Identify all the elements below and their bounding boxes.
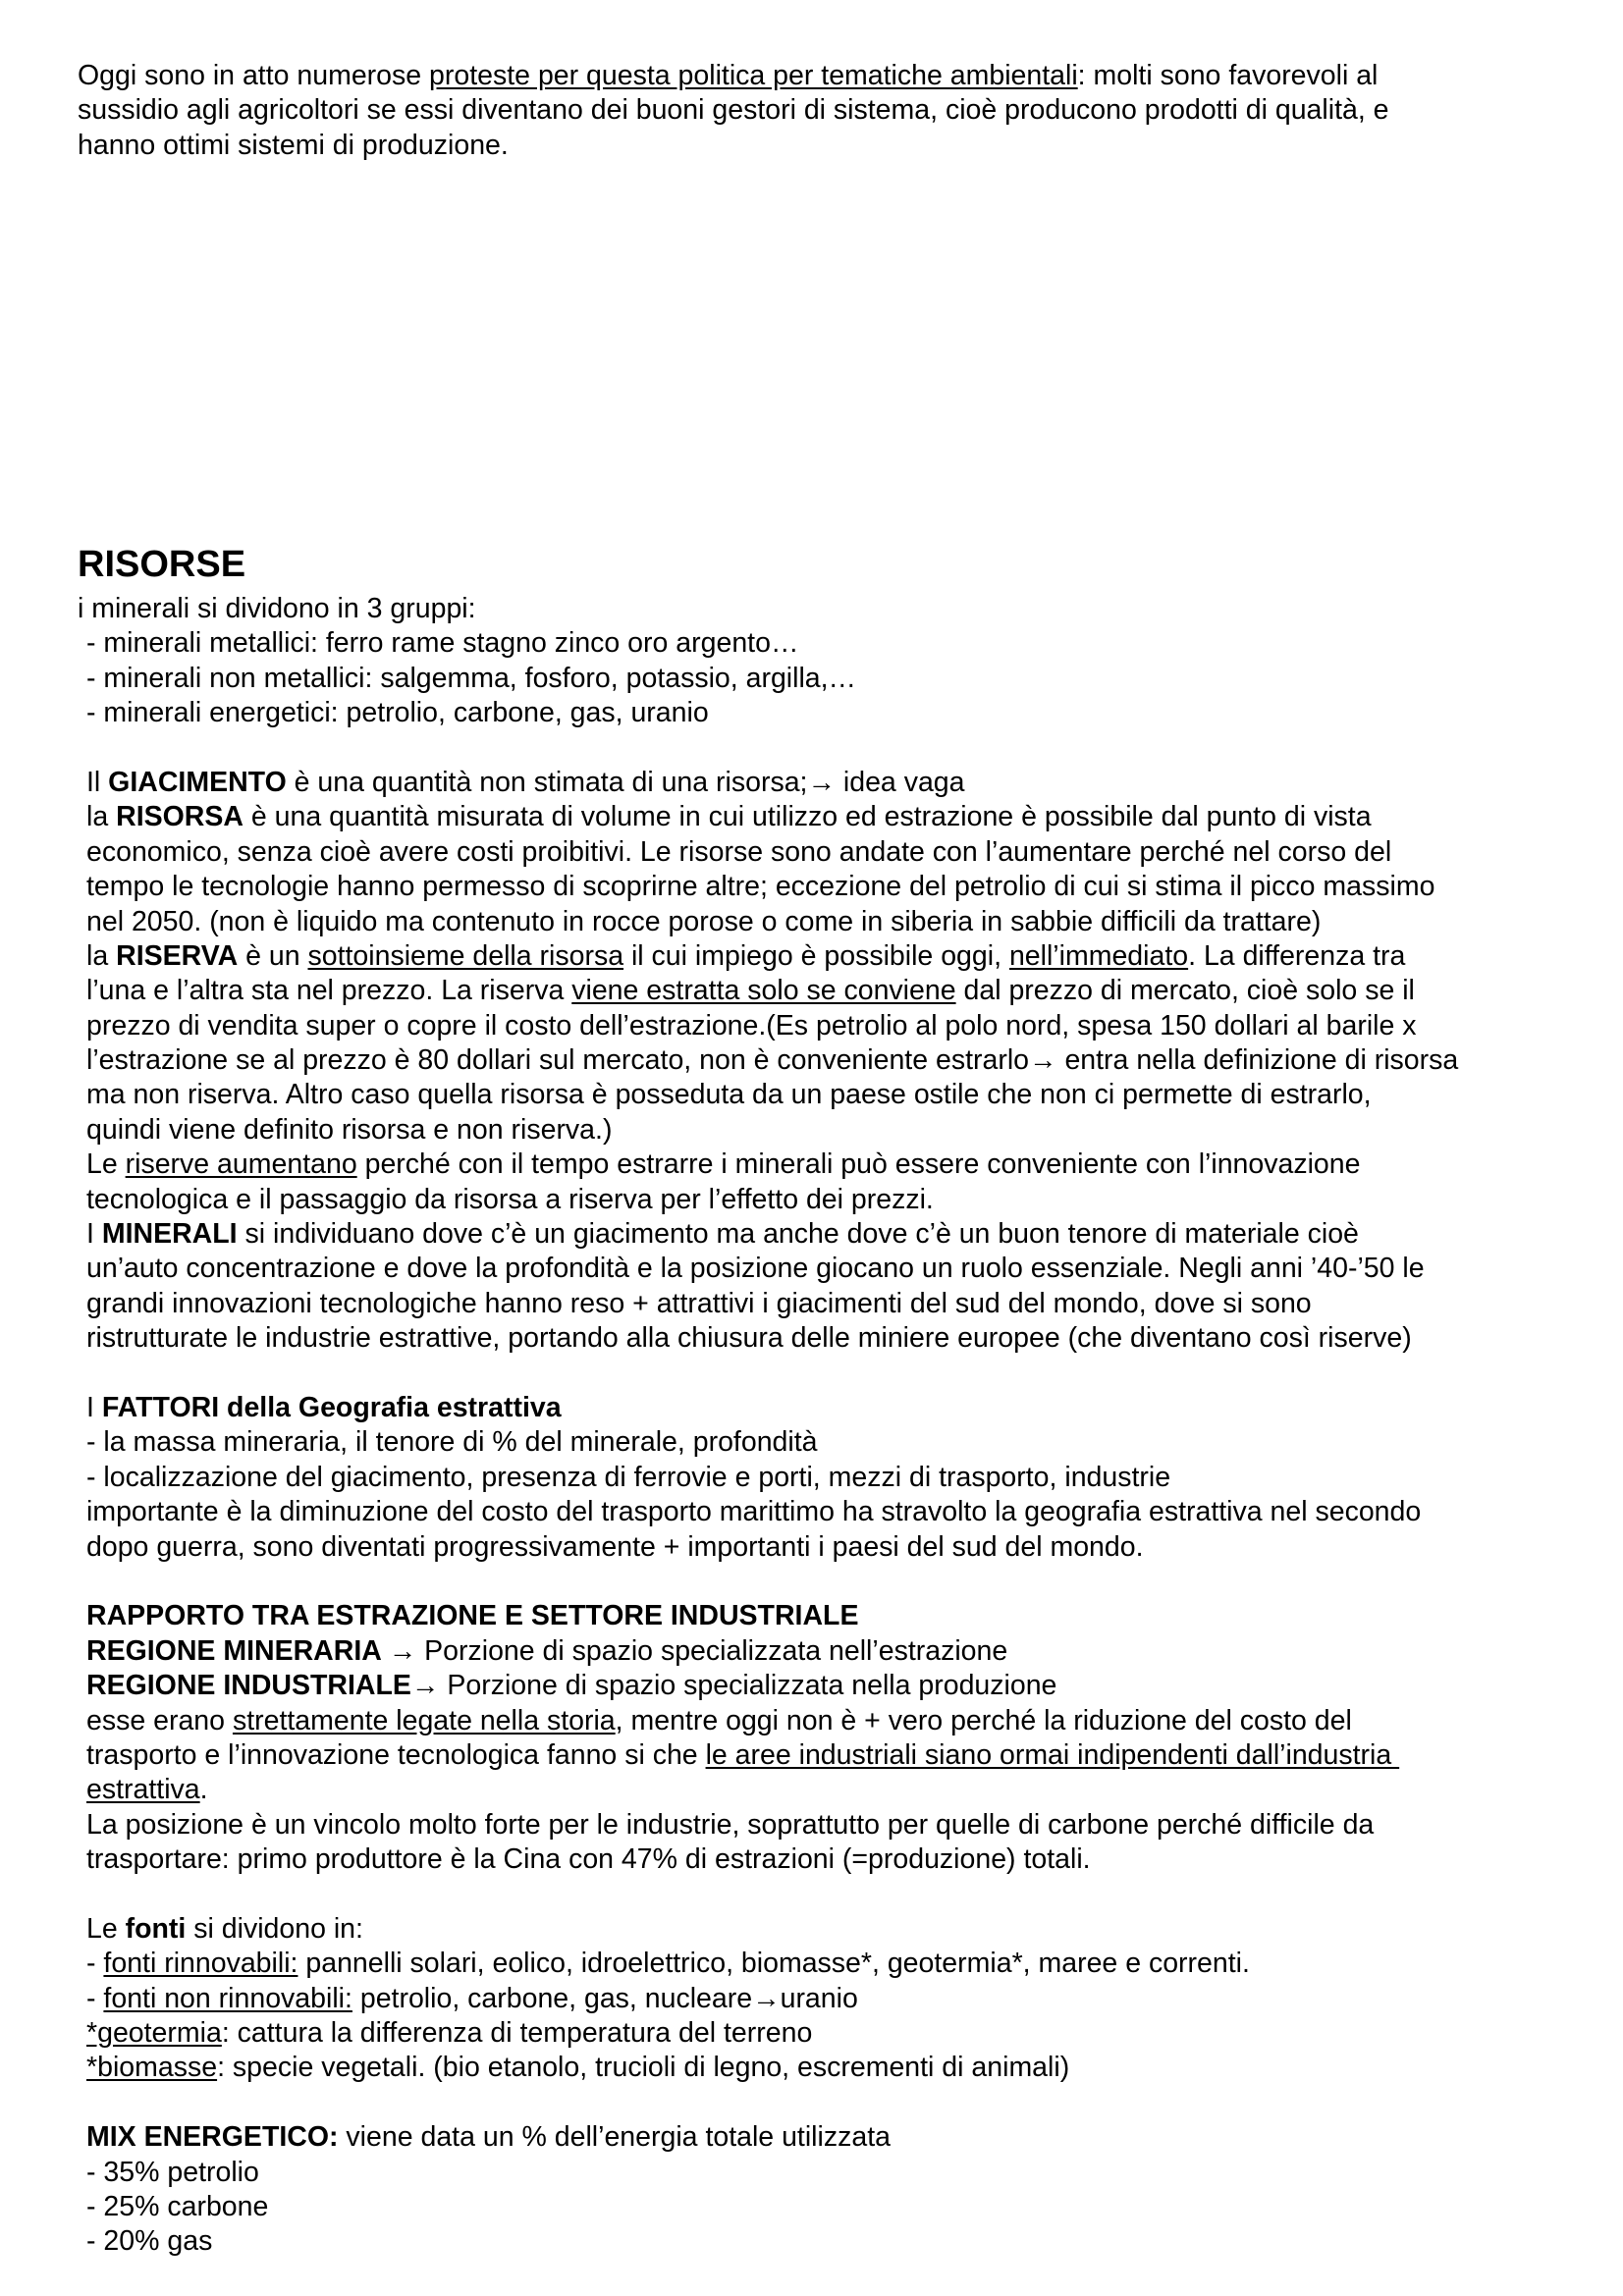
bold-term: REGIONE MINERARIA → xyxy=(86,1634,417,1667)
minerali-item: - minerali metallici: ferro rame stagno zinco oro argento… xyxy=(86,627,799,660)
minerali-paragraph-line: grandi innovazioni tecnologiche hanno reso + attrattivi i giacimenti del sud del mondo, dove si sono xyxy=(86,1287,1312,1319)
rapporto-heading: RAPPORTO TRA ESTRAZIONE E SETTORE INDUSTRIALE xyxy=(86,1600,859,1632)
minerali-item: - minerali non metallici: salgemma, fosforo, potassio, argilla,… xyxy=(86,662,857,694)
section-body xyxy=(78,592,1570,2260)
text: è un xyxy=(238,939,308,972)
text: viene data un % dell’energia totale utilizzata xyxy=(338,2121,891,2154)
text: esse erano xyxy=(86,1704,233,1736)
text: petrolio, carbone, gas, nucleare→uranio xyxy=(352,1982,858,2014)
riserva-line xyxy=(78,939,1570,974)
mix-item: - 25% carbone xyxy=(86,2190,269,2222)
text: pannelli solari, eolico, idroelettrico, biomasse*, geotermia*, maree e correnti. xyxy=(298,1948,1250,1980)
fattori-line: importante è la diminuzione del costo del trasporto marittimo ha stravolto la geografia estrattiva nel secondo xyxy=(86,1496,1422,1528)
text: : cattura la differenza di temperatura del terreno xyxy=(221,2017,813,2050)
riserve-line: tecnologica e il passaggio da risorsa a riserva per l’effetto dei prezzi. xyxy=(86,1183,934,1215)
text: si individuano dove c’è un giacimento ma anche dove c’è un buon tenore di materiale cioè xyxy=(237,1218,1359,1251)
risorsa-line xyxy=(78,800,1570,834)
intro-line-3: hanno ottimi sistemi di produzione. xyxy=(78,129,509,161)
minerali-paragraph-line: ristrutturate le industrie estrattive, portando alla chiusura delle miniere europee (che diventano così riserve) xyxy=(86,1322,1412,1355)
text: la xyxy=(86,939,117,972)
underlined-text: riserve aumentano xyxy=(125,1148,357,1181)
blank-line xyxy=(78,1357,1570,1391)
text: Il xyxy=(86,766,109,798)
underlined-text: strettamente legate nella storia xyxy=(232,1704,616,1736)
text: è una quantità misurata di volume in cui utilizzo ed estrazione è possibile dal punto di vista xyxy=(243,801,1372,833)
blank-line xyxy=(78,1565,1570,1599)
text: . xyxy=(199,1774,208,1806)
mix-item: - 35% petrolio xyxy=(86,2156,259,2188)
underlined-text: estrattiva xyxy=(86,1774,200,1806)
risorsa-line: tempo le tecnologie hanno permesso di scoprirne altre; eccezione del petrolio di cui si stima il picco massimo xyxy=(86,871,1435,903)
giacimento-line xyxy=(78,766,1570,800)
text: dal prezzo di mercato, cioè solo se il xyxy=(955,975,1415,1007)
rapporto-line xyxy=(78,1704,1570,1738)
minerali-paragraph-line xyxy=(78,1217,1570,1252)
fattori-line: - localizzazione del giacimento, presenza di ferrovie e porti, mezzi di trasporto, industrie xyxy=(86,1461,1171,1493)
underlined-text: viene estratta solo se conviene xyxy=(571,975,956,1007)
text: I xyxy=(86,1391,102,1423)
riserva-line: quindi viene definito risorsa e non riserva.) xyxy=(86,1113,613,1146)
bold-term: FATTORI della Geografia estrattiva xyxy=(101,1391,562,1423)
underlined-text: nell’immediato xyxy=(1008,939,1189,972)
text: Le xyxy=(86,1912,126,1945)
underlined-text: fonti non rinnovabili: xyxy=(103,1982,352,2014)
bold-term: MINERALI xyxy=(101,1218,238,1251)
text: - xyxy=(86,1948,104,1980)
text: Porzione di spazio specializzata nell’estrazione xyxy=(416,1634,1008,1667)
underlined-text: proteste per questa politica per tematiche ambientali xyxy=(429,60,1078,91)
text: perché con il tempo estrarre i minerali può essere conveniente con l’innovazione xyxy=(356,1148,1361,1181)
fonti-rinnovabili-line xyxy=(78,1947,1570,1981)
text: l’una e l’altra sta nel prezzo. La riserva xyxy=(86,975,572,1007)
bold-term: GIACIMENTO xyxy=(108,766,287,798)
regione-mineraria-line xyxy=(78,1634,1570,1669)
text: trasporto e l’innovazione tecnologica fanno si che xyxy=(86,1738,706,1771)
text: I xyxy=(86,1218,102,1251)
bold-term: REGIONE INDUSTRIALE→ xyxy=(86,1670,440,1702)
underlined-text: le aree industriali siano ormai indipendenti dall’industria xyxy=(705,1738,1400,1771)
text: Oggi sono in atto numerose xyxy=(78,60,430,91)
regione-industriale-line xyxy=(78,1669,1570,1703)
bold-term: RISERVA xyxy=(116,939,239,972)
text: : specie vegetali. (bio etanolo, trucioli di legno, escrementi di animali) xyxy=(217,2052,1070,2084)
rapporto-line: La posizione è un vincolo molto forte per le industrie, soprattutto per quelle di carbone perché difficile da xyxy=(86,1808,1375,1841)
text: la xyxy=(86,801,117,833)
risorsa-line: nel 2050. (non è liquido ma contenuto in rocce porose o come in siberia in sabbie difficili da trattare) xyxy=(86,905,1322,937)
riserve-line xyxy=(78,1148,1570,1182)
text: : molti sono favorevoli al xyxy=(1077,60,1379,91)
riserva-line: l’estrazione se al prezzo è 80 dollari sul mercato, non è conveniente estrarlo→ entra nella definizione di risorsa xyxy=(86,1044,1459,1077)
underlined-text: *geotermia xyxy=(86,2017,222,2050)
underlined-text: sottoinsieme della risorsa xyxy=(307,939,624,972)
mix-item: - 20% gas xyxy=(86,2225,213,2258)
section-title: RISORSE xyxy=(78,544,246,585)
rapporto-line: trasportare: primo produttore è la Cina con 47% di estrazioni (=produzione) totali. xyxy=(86,1843,1091,1876)
underlined-text: *biomasse xyxy=(86,2052,218,2084)
riserva-line xyxy=(78,974,1570,1008)
intro-paragraph xyxy=(78,59,1550,163)
blank-line xyxy=(78,2086,1570,2120)
riserva-line: ma non riserva. Altro caso quella risorsa è posseduta da un paese ostile che non ci permette di estrarlo, xyxy=(86,1079,1372,1111)
fonti-heading xyxy=(78,1912,1570,1947)
fonti-non-rinnovabili-line xyxy=(78,1982,1570,2016)
text: è una quantità non stimata di una risorsa;→ idea vaga xyxy=(286,766,965,798)
text: il cui impiego è possibile oggi, xyxy=(623,939,1009,972)
riserva-line: prezzo di vendita super o copre il costo dell’estrazione.(Es petrolio al polo nord, spesa 150 dollari al barile x xyxy=(86,1009,1417,1041)
bold-term: fonti xyxy=(125,1912,187,1945)
geotermia-line xyxy=(78,2016,1570,2051)
text: Porzione di spazio specializzata nella produzione xyxy=(439,1670,1057,1702)
fattori-line: - la massa mineraria, il tenore di % del minerale, profondità xyxy=(86,1426,818,1459)
intro-line-2: sussidio agli agricoltori se essi diventano dei buoni gestori di sistema, cioè producono prodotti di qualità, e xyxy=(78,94,1389,127)
text: , mentre oggi non è + vero perché la riduzione del costo del xyxy=(615,1704,1352,1736)
minerali-intro: i minerali si dividono in 3 gruppi: xyxy=(78,593,476,624)
minerali-item: - minerali energetici: petrolio, carbone, gas, uranio xyxy=(86,697,709,729)
text: Le xyxy=(86,1148,126,1181)
bold-term: RISORSA xyxy=(116,801,243,833)
minerali-paragraph-line: un’auto concentrazione e dove la profondità e la posizione giocano un ruolo essenziale. Negli anni ’40-’50 le xyxy=(86,1253,1425,1285)
text: - xyxy=(86,1982,104,2014)
bold-term: MIX ENERGETICO: xyxy=(86,2121,339,2154)
mix-heading xyxy=(78,2120,1570,2155)
intro-line-1 xyxy=(78,59,1550,93)
text: si dividono in: xyxy=(186,1912,363,1945)
rapporto-line xyxy=(78,1738,1570,1773)
fattori-heading xyxy=(78,1391,1570,1425)
blank-line xyxy=(78,1877,1570,1911)
fattori-line: dopo guerra, sono diventati progressivamente + importanti i paesi del sud del mondo. xyxy=(86,1530,1144,1563)
underlined-text: fonti rinnovabili: xyxy=(103,1948,298,1980)
blank-line xyxy=(78,731,1570,766)
risorsa-line: economico, senza cioè avere costi proibitivi. Le risorse sono andate con l’aumentare perché nel corso del xyxy=(86,835,1392,868)
text: . La differenza tra xyxy=(1188,939,1406,972)
biomasse-line xyxy=(78,2051,1570,2085)
rapporto-line xyxy=(78,1773,1570,1807)
